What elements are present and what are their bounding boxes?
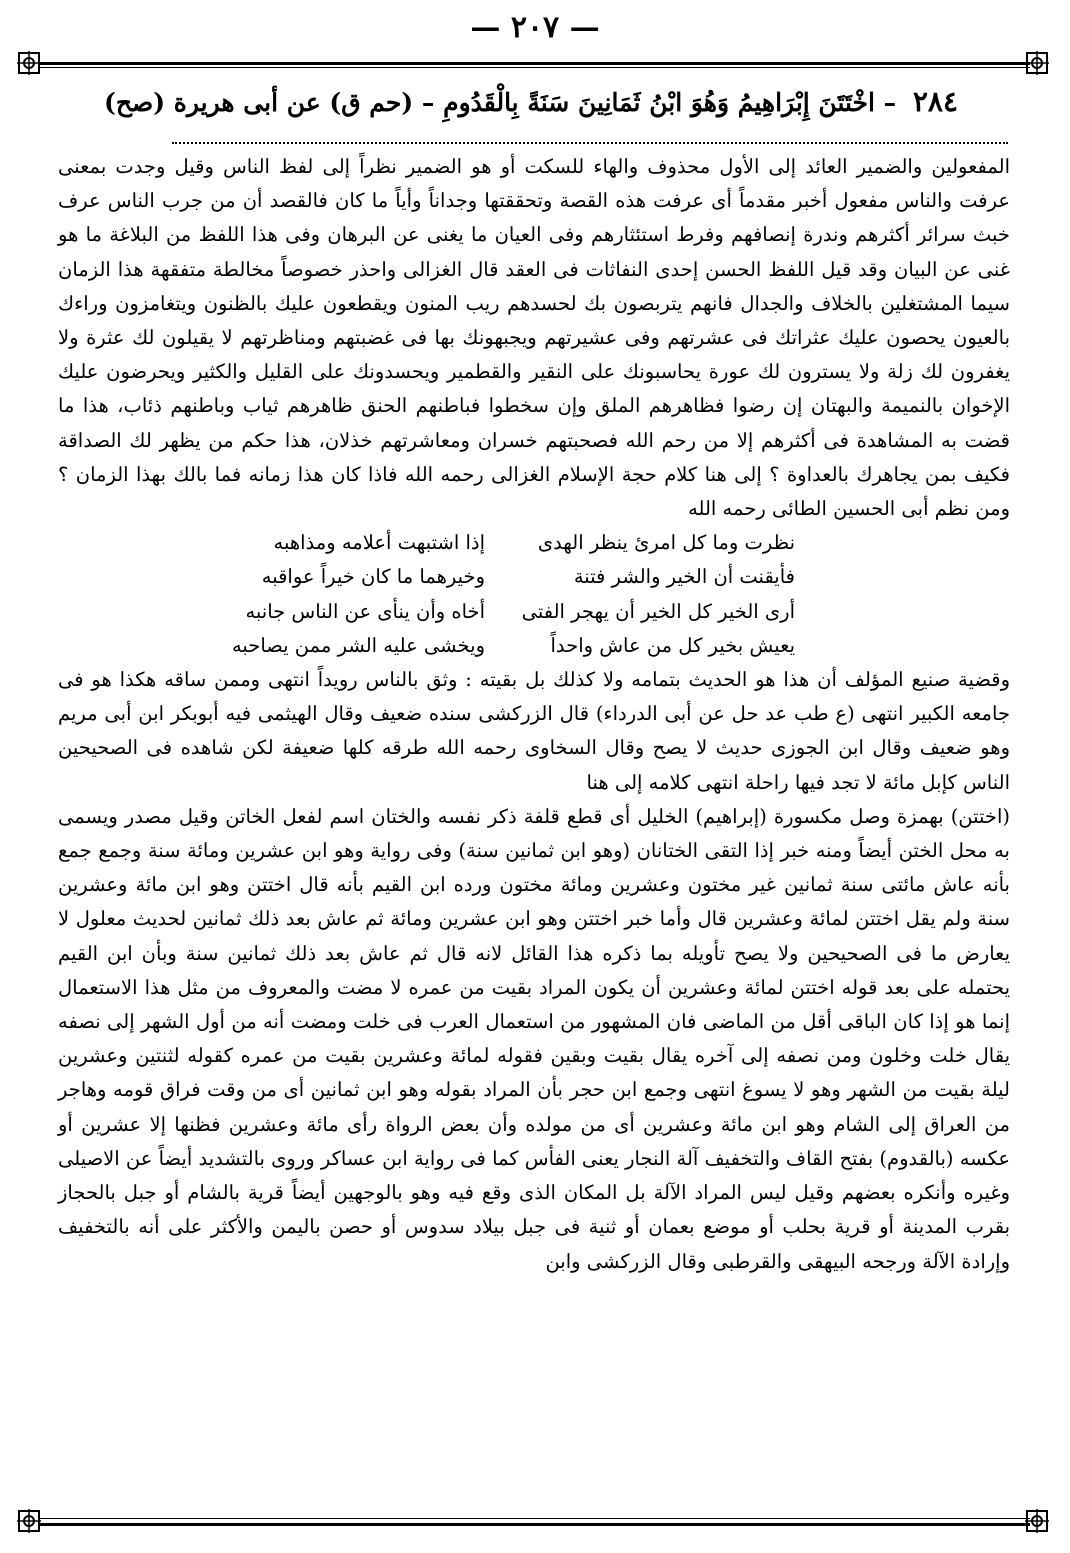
page-number: — ٢٠٧ —	[470, 10, 600, 45]
poem-verse	[58, 629, 1010, 663]
poem-verse	[58, 526, 1010, 560]
commentary-paragraph: المفعولين والضمير العائد إلى الأول محذوف والهاء للسكت أو هو الضمير نظراً إلى لفظ الناس وقيل وجدت بمعنى عرفت والناس مفعول أخبر مقدماً أى عرفت هذه القصة وتحققتها وجداناً وأياً ما كان فالقصد أن من جرب الناس عرف خبث سرائر أكثرهم وندرة إنصافهم وفرط استئثارهم وفى العيان ما يغنى عن البرهان وفى هذا اللفظ من البلاغة ما هو غنى عن البيان وقد قيل اللفظ الحسن إحدى النفاثات فى العقد قال الغزالى واحذر خصوصاً مخالطة متفقهة هذا الزمان سيما المشتغلين بالخلاف والجدال فانهم يتربصون بك لحسدهم ريب المنون ويقطعون عليك بالظنون ويتغامزون وراءك بالعيون يحصون عليك عثراتك فى عشرتهم وفى عشيرتهم ويجبهونك بها فى غضبتهم ومناظرتهم لا يقيلون لك عثرة ولا يغفرون لك زلة ولا يسترون لك عورة يحاسبونك على النقير والقطمير ويحسدونك على القليل والكثير ويحرضون عليك الإخوان بالنميمة والبهتان إن رضوا فظاهرهم الملق وإن سخطوا فباطنهم الحنق ظاهرهم ثياب وباطنهم ذئاب، هذا ما قضت به المشاهدة فى أكثرهم إلا من رحم الله فصحبتهم خسران ومعاشرتهم خذلان، هذا حكم من يظهر لك الصداقة فكيف بمن يجاهرك بالعداوة ؟ إلى هنا كلام حجة الإسلام الغزالى رحمه الله فاذا كان هذا زمانه فما بالك بهذا الزمان ؟ ومن نظم أبى الحسين الطائى رحمه الله	[58, 155, 1010, 521]
poem-hemistich-second: أخاه وأن ينأى عن الناس جانبه	[245, 599, 485, 623]
poem-verse	[58, 560, 1010, 594]
corner-ornament-icon	[16, 50, 42, 76]
poem-hemistich-first: يعيش بخير كل من عاش واحداً	[550, 633, 795, 657]
poem-hemistich-second: ويخشى عليه الشر ممن يصاحبه	[231, 633, 485, 657]
top-border	[40, 62, 1030, 65]
commentary-body	[58, 150, 1010, 1279]
commentary-paragraph: (اختتن) بهمزة وصل مكسورة (إبراهيم) الخليل أى قطع قلفة ذكر نفسه والختان اسم لفعل الخاتن وقيل مصدر ويسمى به محل الختن أيضاً ومنه خبر إذا التقى الختانان (وهو ابن ثمانين سنة) وفى رواية وهو ابن عشرين ومائة سنة وجمع جمع بأنه عاش مائتى سنة ثمانين غير مختون وعشرين ومائة مختون ورده ابن القيم بأنه قال اختتن وهو ابن مائة وعشرين سنة ولم يقل اختتن لمائة وعشرين قال وأما خبر اختتن وهو ابن عشرين ومائة ثم عاش بعد ذلك ثمانين لحديث معلول لا يعارض ما فى الصحيحين ولا يصح تأويله بما ذكره هذا القائل لانه قال ثم عاش بعد ذلك ثمانين سنة وبأن ابن القيم يحتمله على بعد قوله اختتن لمائة وعشرين أن يكون المراد بقيت من عمره لا مضت والمعروف من مثل هذا الاستعمال إنما هو إذا كان الباقى أقل من الماضى فان المشهور من استعمال العرب فى خلت ومضت أنه من أول الشهر إلى نصفه يقال خلت وخلون ومن نصفه إلى آخره يقال بقيت وبقين فقوله لمائة وعشرين بقيت من عمره كقوله لثنتين وعشرين ليلة بقيت من الشهر وهو لا يسوغ انتهى وجمع ابن حجر بأن المراد بقوله وهو ابن ثمانين أى من وقت فراق قومه وهاجر من العراق إلى الشام وهو ابن مائة وعشرين أى من مولده وأن بعض الرواة رأى مائة وعشرين فظنها إلا عشرين أو عكسه (بالقدوم) بفتح القاف والتخفيف آلة النجار يعنى الفأس كما فى رواية ابن عساكر وروى بالتشديد أيضاً عن الاصيلى وغيره وأنكره بعضهم وقيل ليس المراد الآلة بل المكان الذى وقع فيه وهو بالوجهين أيضاً قرية بالشام أو جبل بالحجاز بقرب المدينة أو قرية بحلب أو موضع بعمان أو ثنية فى جبل بيلاد سدوس أو حصن باليمن والأكثر على أنه بالتخفيف وإرادة الآلة ورجحه البيهقى والقرطبى وقال الزركشى وابن	[58, 804, 1010, 1273]
poem-hemistich-second: إذا اشتبهت أعلامه ومذاهبه	[273, 531, 485, 555]
poem-verse	[58, 595, 1010, 629]
poem-hemistich-first: نظرت وما كل امرئ ينظر الهدى	[537, 531, 795, 555]
bottom-border-inner	[40, 1518, 1030, 1519]
corner-ornament-icon	[1024, 50, 1050, 76]
corner-ornament-icon	[1024, 1508, 1050, 1534]
hadith-text: – اخْتَتَنَ إِبْرَاهِيمُ وَهُوَ ابْنُ ثَمَانِينَ سَنَةً بِالْقَدُومِ – (حم ق) عن أبى هريرة (صح)	[104, 88, 897, 117]
top-border-inner	[40, 67, 1030, 68]
poem	[58, 526, 1010, 663]
poem-hemistich-second: وخيرهما ما كان خيراً عواقبه	[261, 565, 485, 589]
corner-ornament-icon	[16, 1508, 42, 1534]
dotted-divider	[172, 142, 1008, 144]
commentary-paragraph: وقضية صنيع المؤلف أن هذا هو الحديث بتمامه ولا كذلك بل بقيته : وثق بالناس رويداً انتهى وممن ساقه هكذا هو فى جامعه الكبير انتهى (ع طب عد حل عن أبى الدرداء) قال الزركشى سنده ضعيف وقال الهيثمى فيه أبوبكر ابن أبى مريم وهو ضعيف وقال ابن الجوزى حديث لا يصح وقال السخاوى رحمه الله طرقه كلها ضعيفة لكن شاهده فى الصحيحين الناس كإبل مائة لا تجد فيها راحلة انتهى كلامه إلى هنا	[58, 668, 1010, 794]
poem-hemistich-first: أرى الخير كل الخير أن يهجر الفتى	[521, 599, 795, 623]
hadith-heading	[104, 82, 958, 123]
hadith-number: ٢٨٤	[912, 85, 958, 118]
bottom-border	[40, 1523, 1030, 1526]
poem-hemistich-first: فأيقنت أن الخير والشر فتنة	[573, 565, 795, 589]
